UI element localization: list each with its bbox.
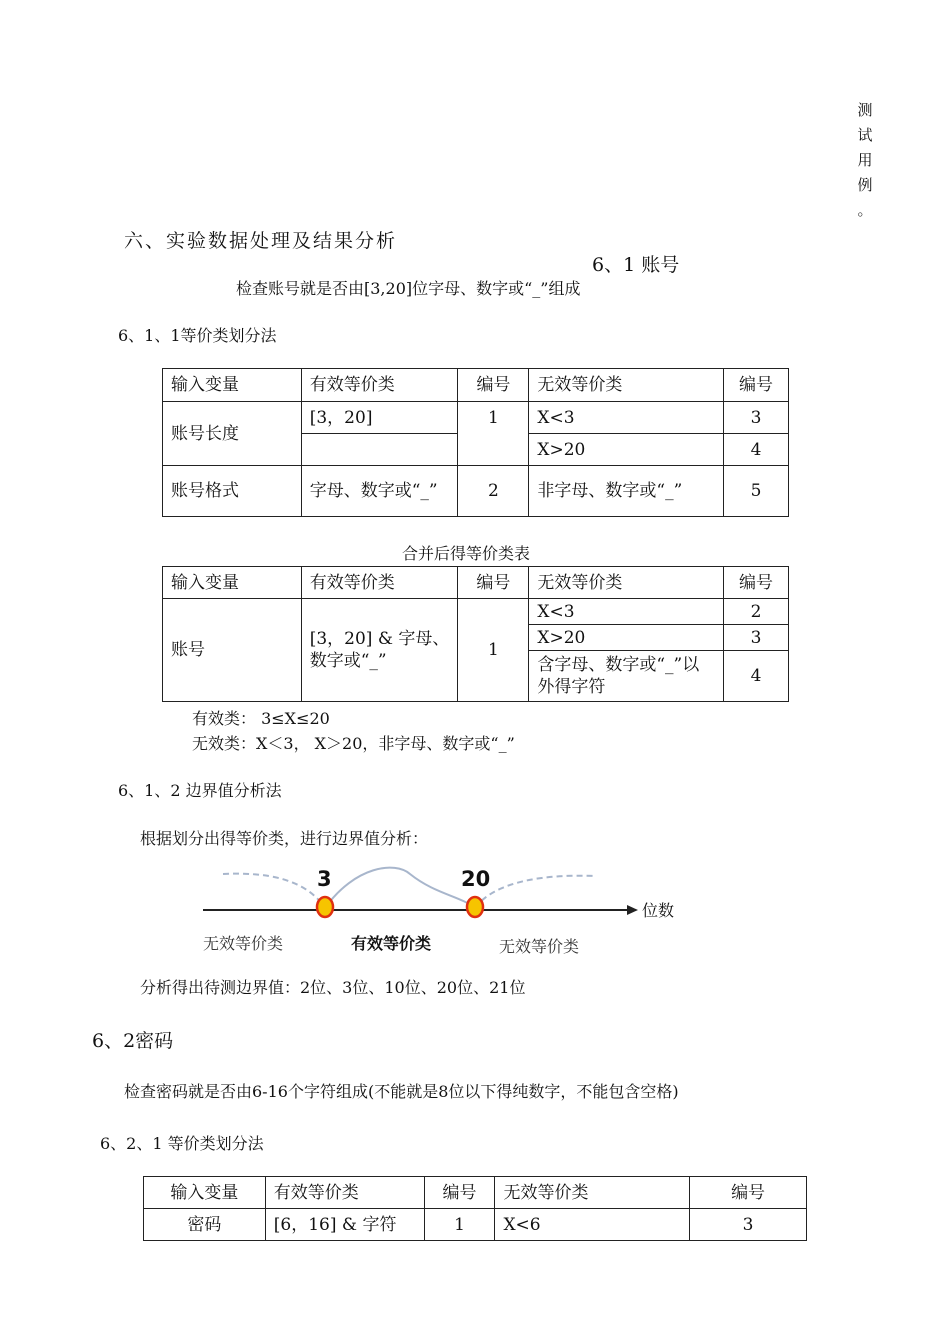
boundary-point-20 [467,897,483,917]
equivalence-table-account [162,368,789,517]
invalid-range-left-curve [223,874,325,908]
cell-invalid: 含字母、数字或“_”以外得字符 [529,651,724,702]
header-number: 编号 [458,567,529,599]
cell-empty [301,434,458,466]
section-6-title: 六、实验数据处理及结果分析 [124,230,398,252]
cell-invalid: X<3 [529,599,724,625]
cell-valid: [6，16] & 字符 [265,1209,424,1241]
invalid-class-summary: 无效类：X＜3， X＞20，非字母、数字或“_” [192,734,515,753]
cell-number: 5 [724,466,789,517]
cell-number: 3 [690,1209,807,1241]
cell-valid: [3，20] [301,402,458,434]
section-6-2-title: 6、2密码 [92,1030,174,1052]
side-note-char: 试 [857,126,873,144]
header-valid-class: 有效等价类 [301,369,458,402]
cell-number: 1 [458,599,529,702]
header-input-variable: 输入变量 [163,567,302,599]
header-valid-class: 有效等价类 [265,1177,424,1209]
header-invalid-class: 无效等价类 [495,1177,690,1209]
cell-invalid: X<3 [529,402,724,434]
valid-class-summary: 有效类： 3≤X≤20 [192,709,330,728]
section-6-1-title: 6、1 账号 [592,254,680,276]
header-invalid-class: 无效等价类 [529,369,724,402]
header-invalid-class: 无效等价类 [529,567,724,599]
cell-number: 2 [458,466,529,517]
section-6-2-1-title: 6、2、1 等价类划分法 [100,1134,264,1153]
cell-variable: 密码 [144,1209,266,1241]
section-6-1-1-title: 6、1、1等价类划分法 [118,326,277,345]
section-6-1-2-description: 根据划分出得等价类，进行边界值分析： [140,829,429,848]
header-number: 编号 [424,1177,495,1209]
header-input-variable: 输入变量 [163,369,302,402]
cell-valid: [3，20] & 字母、数字或“_” [301,599,458,702]
axis-arrow-icon [627,905,638,915]
equivalence-table-password [143,1176,807,1241]
cell-variable: 账号格式 [163,466,302,517]
header-input-variable: 输入变量 [144,1177,266,1209]
cell-variable: 账号长度 [163,402,302,466]
invalid-range-right-curve [475,876,595,908]
region-invalid-right: 无效等价类 [499,937,580,956]
section-6-1-2-title: 6、1、2 边界值分析法 [118,781,282,800]
boundary-result: 分析得出待测边界值：2位、3位、10位、20位、21位 [140,978,526,997]
merged-equivalence-table [162,566,789,702]
cell-invalid: X>20 [529,434,724,466]
header-number: 编号 [724,567,789,599]
cell-number: 4 [724,651,789,702]
label-3: 3 [317,867,332,891]
header-number: 编号 [724,369,789,402]
header-valid-class: 有效等价类 [301,567,458,599]
cell-invalid: X>20 [529,625,724,651]
boundary-point-3 [317,897,333,917]
cell-number: 3 [724,625,789,651]
table-2-caption: 合并后得等价类表 [402,544,531,563]
cell-number: 1 [458,402,529,466]
valid-range-curve [325,868,475,908]
region-invalid-left: 无效等价类 [203,934,284,953]
cell-number: 4 [724,434,789,466]
axis-label: 位数 [642,901,675,920]
cell-variable: 账号 [163,599,302,702]
cell-invalid: X<6 [495,1209,690,1241]
side-note-char: 测 [857,101,873,119]
side-note [856,98,874,223]
section-6-1-description: 检查账号就是否由[3,20]位字母、数字或“_”组成 [236,279,581,298]
header-number: 编号 [458,369,529,402]
cell-number: 2 [724,599,789,625]
cell-valid: 字母、数字或“_” [301,466,458,517]
side-note-char: 例 [857,176,873,194]
cell-invalid: 非字母、数字或“_” [529,466,724,517]
label-20: 20 [461,867,491,891]
cell-number: 3 [724,402,789,434]
side-note-char: 用 [857,151,873,169]
cell-number: 1 [424,1209,495,1241]
boundary-value-diagram [195,856,695,960]
header-number: 编号 [690,1177,807,1209]
region-valid: 有效等价类 [351,934,432,953]
side-note-char: 。 [857,201,873,219]
section-6-2-description: 检查密码就是否由6-16个字符组成(不能就是8位以下得纯数字，不能包含空格) [124,1082,679,1101]
